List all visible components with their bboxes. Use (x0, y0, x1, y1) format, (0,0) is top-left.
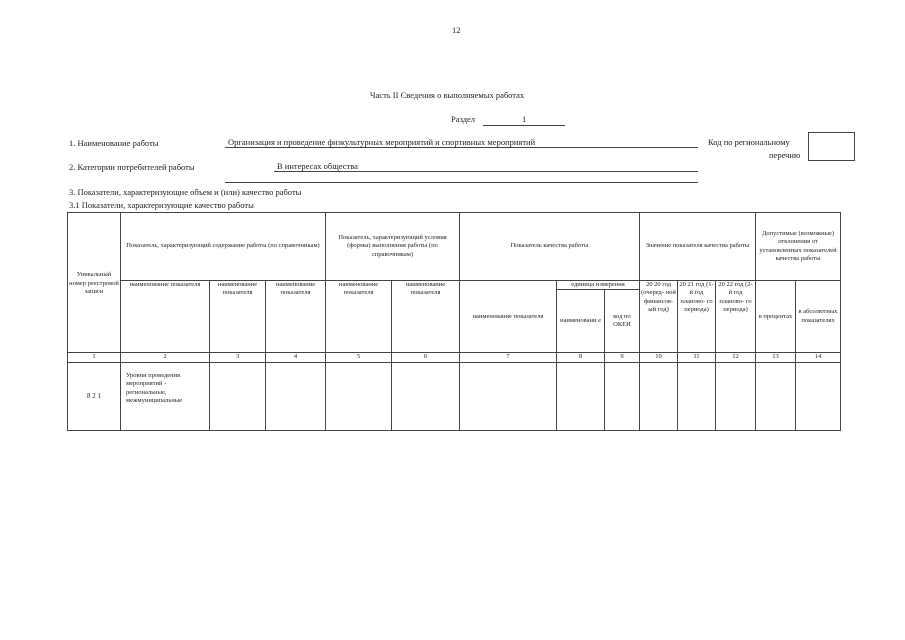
col-number: 4 (266, 353, 326, 362)
blank-underline (225, 182, 698, 183)
row-c10 (640, 362, 678, 430)
regional-code-label: Код по региональному (708, 137, 790, 147)
consumers-label: 2. Категории потребителей работы (69, 162, 195, 172)
quality-table (67, 212, 841, 431)
row-code: 8 2 1 (68, 362, 121, 430)
header-unit-name: наименовани е (557, 290, 605, 353)
col-number: 14 (796, 353, 841, 362)
work-name-value: Организация и проведение физкультурных мероприятий и спортивных мероприятий (228, 137, 536, 147)
row-c11 (678, 362, 716, 430)
row-c6 (392, 362, 460, 430)
col-number: 7 (460, 353, 557, 362)
col-number: 12 (716, 353, 756, 362)
row-c2: Уровни проведения мероприятий - региональные, межмуниципальные (121, 362, 210, 430)
col-number: 1 (68, 353, 121, 362)
regional-code-label-2: перечню (769, 150, 801, 160)
row-c14 (796, 362, 841, 430)
col-number: 6 (392, 353, 460, 362)
heading-3-1: 3.1 Показатели, характеризующие качество работы (69, 200, 254, 210)
header-okei: код по ОКЕИ (605, 290, 640, 353)
col-number: 11 (678, 353, 716, 362)
page-number: 12 (452, 25, 461, 35)
header-abs: в абсолютных показателях (796, 281, 841, 353)
header-c4: наименование показателя (266, 281, 326, 353)
part-title: Часть II Сведения о выполняемых работах (370, 90, 525, 100)
section-value: 1 (522, 114, 527, 124)
row-c8 (557, 362, 605, 430)
row-c5 (326, 362, 392, 430)
section-label: Раздел (451, 114, 476, 124)
header-deviation: Допустимые (возможные) отклонения от установленных показателей качества работы (756, 213, 841, 281)
work-name-underline (225, 147, 698, 148)
header-c6: наименование показателя (392, 281, 460, 353)
col-number: 10 (640, 353, 678, 362)
col-number: 3 (210, 353, 266, 362)
row-c7 (460, 362, 557, 430)
header-unique: Уникальный номер реестровой записи (68, 213, 121, 353)
row-c12 (716, 362, 756, 430)
header-unit: единица измерения (557, 281, 640, 290)
consumers-underline (274, 171, 698, 172)
row-c3 (210, 362, 266, 430)
header-c7: наименование показателя (460, 281, 557, 353)
header-y1: 20 20 год (очеред- ной финансов- ый год) (640, 281, 678, 353)
consumers-value: В интересах общества (277, 161, 358, 171)
col-number: 8 (557, 353, 605, 362)
col-number: 2 (121, 353, 210, 362)
header-pct: в процентах (756, 281, 796, 353)
col-number: 13 (756, 353, 796, 362)
work-name-label: 1. Наименование работы (69, 138, 159, 148)
row-c9 (605, 362, 640, 430)
regional-code-box[interactable] (808, 132, 855, 161)
col-number: 5 (326, 353, 392, 362)
header-conditions: Показатель, характеризующий условия (формы) выполнения работы (по справочникам) (326, 213, 460, 281)
table-row (68, 362, 841, 430)
header-content: Показатель, характеризующий содержание работы (по справочникам) (121, 213, 326, 281)
heading-3: 3. Показатели, характеризующие объем и (или) качество работы (69, 187, 302, 197)
row-c13 (756, 362, 796, 430)
header-c2: наименование показателя (121, 281, 210, 353)
col-number: 9 (605, 353, 640, 362)
header-y2: 20 21 год (1-й год планово- го периода) (678, 281, 716, 353)
header-y3: 20 22 год (2-й год планово- го периода) (716, 281, 756, 353)
row-c4 (266, 362, 326, 430)
section-underline (483, 125, 565, 126)
header-c5: наименование показателя (326, 281, 392, 353)
column-number-row (68, 353, 841, 362)
header-c3: наименование показателя (210, 281, 266, 353)
header-value: Значение показателя качества работы (640, 213, 756, 281)
header-quality: Показатель качества работы (460, 213, 640, 281)
